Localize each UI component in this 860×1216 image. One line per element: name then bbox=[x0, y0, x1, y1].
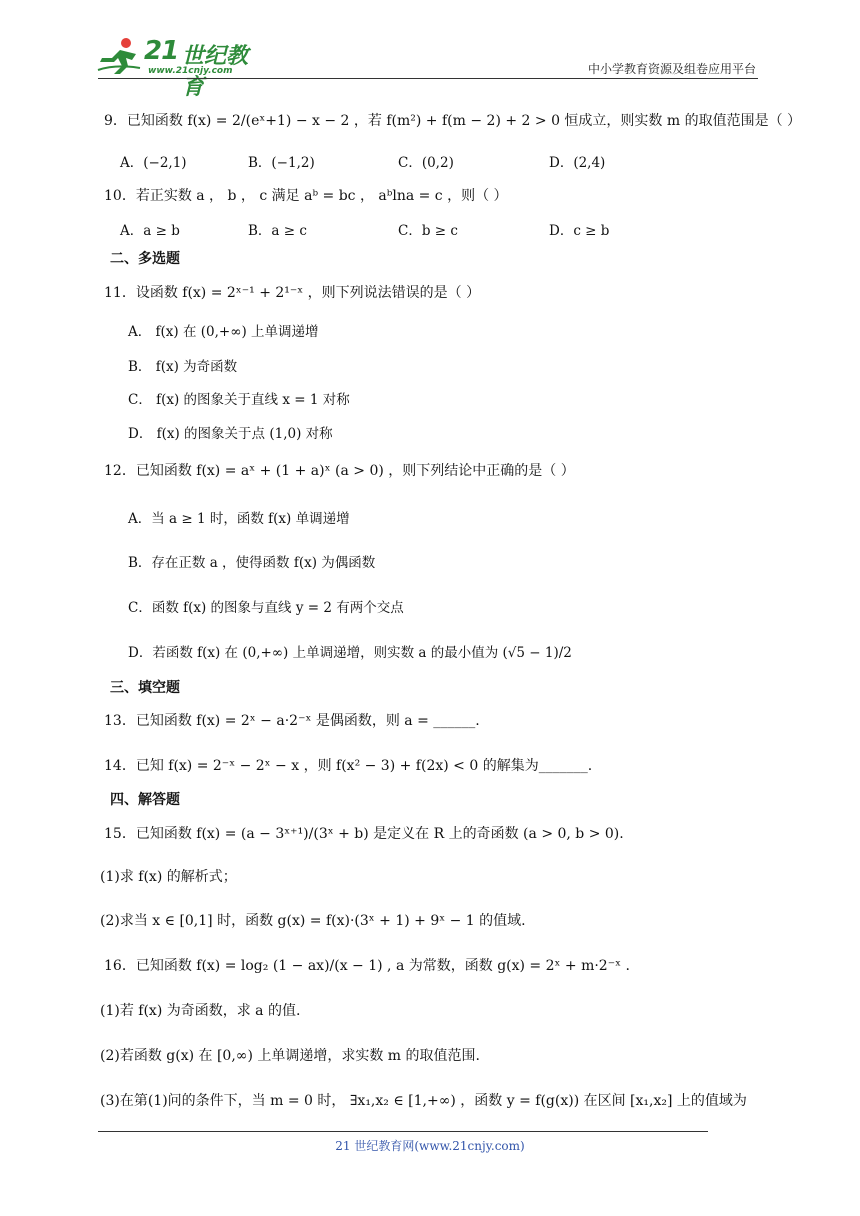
answer-option: A． f(x) 在 (0,+∞) 上单调递增 bbox=[128, 324, 319, 340]
header-divider bbox=[98, 78, 758, 79]
section-heading: 三、填空题 bbox=[110, 680, 180, 696]
footer-text: 21 世纪教育网(www.21cnjy.com) bbox=[335, 1139, 525, 1153]
answer-option: B． f(x) 为奇函数 bbox=[128, 359, 238, 375]
answer-option: D．(2,4) bbox=[549, 155, 606, 171]
question-text: 9．已知函数 f(x) = 2/(eˣ+1) − x − 2 ，若 f(m²) + f(m − 2) + 2 > 0 恒成立，则实数 m 的取值范围是（ ） bbox=[104, 113, 802, 129]
answer-option: B．a ≥ c bbox=[248, 223, 307, 239]
site-logo bbox=[96, 36, 256, 100]
answer-option: A．(−2,1) bbox=[120, 155, 187, 171]
question-text: (3)在第(1)问的条件下，当 m = 0 时， ∃x₁,x₂ ∈ [1,+∞) ，函数 y = f(g(x)) 在区间 [x₁,x₂] 上的值域为 bbox=[100, 1093, 747, 1109]
section-heading: 四、解答题 bbox=[110, 792, 180, 808]
question-text: (2)求当 x ∈ [0,1] 时，函数 g(x) = f(x)·(3ˣ + 1) + 9ˣ − 1 的值域. bbox=[100, 913, 526, 929]
answer-option: D． f(x) 的图象关于点 (1,0) 对称 bbox=[128, 426, 333, 442]
footer-divider bbox=[98, 1131, 708, 1132]
question-text: 10．若正实数 a ， b ， c 满足 aᵇ = bc ， aᵇlna = c ，则（ ） bbox=[104, 188, 508, 204]
question-text: 12．已知函数 f(x) = aˣ + (1 + a)ˣ (a > 0) ，则下列结论中正确的是（ ） bbox=[104, 463, 575, 479]
answer-option: B．(−1,2) bbox=[248, 155, 315, 171]
question-text: 15．已知函数 f(x) = (a − 3ˣ⁺¹)/(3ˣ + b) 是定义在 R 上的奇函数 (a > 0, b > 0). bbox=[104, 826, 624, 842]
question-text: 13．已知函数 f(x) = 2ˣ − a·2⁻ˣ 是偶函数，则 a = ______. bbox=[104, 713, 480, 729]
answer-option: B．存在正数 a ，使得函数 f(x) 为偶函数 bbox=[128, 555, 376, 571]
answer-option: D．c ≥ b bbox=[549, 223, 610, 239]
question-text: (2)若函数 g(x) 在 [0,∞) 上单调递增，求实数 m 的取值范围. bbox=[100, 1048, 480, 1064]
logo-number: 21 bbox=[144, 36, 179, 66]
header-platform-text: 中小学教育资源及组卷应用平台 bbox=[587, 62, 756, 76]
answer-option: A．当 a ≥ 1 时，函数 f(x) 单调递增 bbox=[128, 511, 350, 527]
answer-option: C．(0,2) bbox=[398, 155, 454, 171]
answer-option: C．b ≥ c bbox=[398, 223, 458, 239]
question-text: 16．已知函数 f(x) = log₂ (1 − ax)/(x − 1) , a 为常数，函数 g(x) = 2ˣ + m·2⁻ˣ . bbox=[104, 958, 630, 974]
logo-name: 世纪教育 bbox=[182, 44, 249, 100]
runner-logo-icon bbox=[96, 36, 142, 76]
logo-url: www.21cnjy.com bbox=[148, 66, 233, 76]
section-heading: 二、多选题 bbox=[110, 251, 180, 267]
question-text: (1)若 f(x) 为奇函数，求 a 的值. bbox=[100, 1003, 301, 1019]
answer-option: D．若函数 f(x) 在 (0,+∞) 上单调递增，则实数 a 的最小值为 (√5 − 1)/2 bbox=[128, 645, 572, 661]
answer-option: A．a ≥ b bbox=[120, 223, 180, 239]
answer-option: C．函数 f(x) 的图象与直线 y = 2 有两个交点 bbox=[128, 600, 404, 616]
question-text: (1)求 f(x) 的解析式； bbox=[100, 869, 237, 885]
answer-option: C． f(x) 的图象关于直线 x = 1 对称 bbox=[128, 392, 350, 408]
question-text: 14．已知 f(x) = 2⁻ˣ − 2ˣ − x ，则 f(x² − 3) + f(2x) < 0 的解集为_______. bbox=[104, 758, 593, 774]
question-text: 11．设函数 f(x) = 2ˣ⁻¹ + 2¹⁻ˣ ，则下列说法错误的是（ ） bbox=[104, 285, 481, 301]
